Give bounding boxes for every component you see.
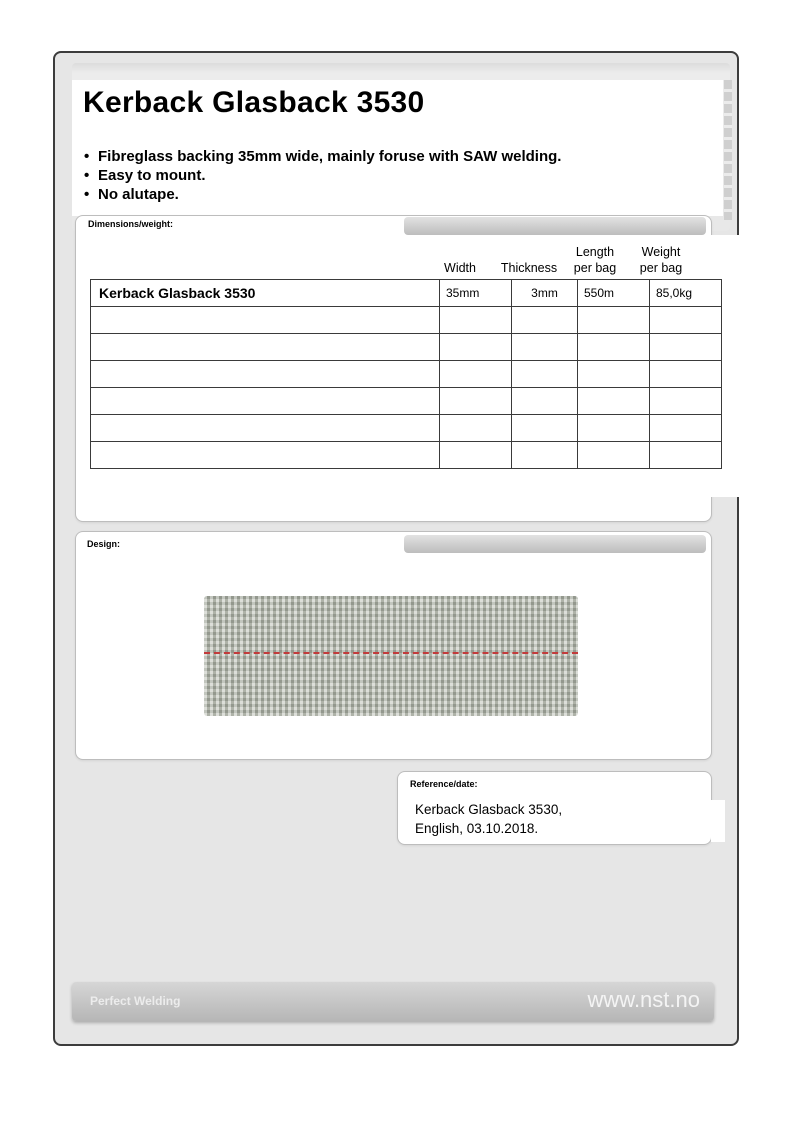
- reference-panel-extension: [711, 800, 725, 842]
- table-cell-name: [91, 442, 440, 469]
- table-cell-length: [578, 361, 650, 388]
- footer-slogan: Perfect Welding: [90, 994, 181, 1008]
- table-cell-length: [578, 415, 650, 442]
- feature-item: • Easy to mount.: [84, 167, 206, 184]
- table-cell-length: [578, 307, 650, 334]
- table-cell-thickness: 3mm: [512, 280, 578, 307]
- table-cell-length: [578, 334, 650, 361]
- table-row: [91, 307, 722, 334]
- bullet-icon: •: [84, 167, 90, 184]
- table-cell-weight: [650, 307, 722, 334]
- table-cell-name: [91, 307, 440, 334]
- table-row: [91, 334, 722, 361]
- column-header-weight: Weight per bag: [639, 245, 683, 275]
- table-cell-weight: [650, 334, 722, 361]
- table-cell-weight: [650, 361, 722, 388]
- table-cell-name: [91, 415, 440, 442]
- product-photo: [204, 596, 578, 716]
- bullet-icon: •: [84, 186, 90, 203]
- reference-label: Reference/date:: [410, 779, 478, 789]
- table-cell-length: [578, 442, 650, 469]
- dimensions-label: Dimensions/weight:: [88, 219, 174, 229]
- table-row: [91, 415, 722, 442]
- table-cell-thickness: [512, 442, 578, 469]
- design-header-bar: [404, 535, 706, 553]
- table-cell-width: [440, 442, 512, 469]
- table-row: [91, 361, 722, 388]
- table-cell-name: [91, 388, 440, 415]
- table-cell-thickness: [512, 415, 578, 442]
- table-cell-thickness: [512, 307, 578, 334]
- table-cell-thickness: [512, 361, 578, 388]
- design-label: Design:: [87, 539, 121, 549]
- table-cell-width: [440, 307, 512, 334]
- table-cell-length: [578, 388, 650, 415]
- table-cell-thickness: [512, 334, 578, 361]
- bullet-icon: •: [84, 148, 90, 165]
- table-cell-name: Kerback Glasback 3530: [91, 280, 440, 307]
- column-header-width: Width: [444, 261, 476, 275]
- table-row: [91, 388, 722, 415]
- table-cell-name: [91, 334, 440, 361]
- table-cell-weight: [650, 388, 722, 415]
- product-title: Kerback Glasback 3530: [83, 86, 425, 119]
- table-cell-weight: [650, 442, 722, 469]
- table-cell-width: [440, 334, 512, 361]
- table-cell-length: 550m: [578, 280, 650, 307]
- table-row: [91, 442, 722, 469]
- feature-list: [84, 147, 561, 204]
- column-header-length: Length per bag: [573, 245, 617, 275]
- table-cell-name: [91, 361, 440, 388]
- column-header-thickness: Thickness: [500, 261, 558, 275]
- dimensions-header-bar: [404, 217, 706, 235]
- header-edge-decoration: [724, 80, 732, 220]
- footer-bar: [72, 982, 714, 1021]
- table-row: [91, 280, 722, 307]
- feature-item: • No alutape.: [84, 186, 179, 203]
- table-cell-weight: [650, 415, 722, 442]
- table-cell-thickness: [512, 388, 578, 415]
- table-cell-width: [440, 388, 512, 415]
- reference-text: Kerback Glasback 3530, English, 03.10.2018.: [415, 802, 563, 836]
- dimensions-table: [90, 279, 722, 469]
- feature-item: • Fibreglass backing 35mm wide, mainly foruse with SAW welding.: [84, 148, 562, 165]
- table-cell-width: [440, 361, 512, 388]
- footer-website-link[interactable]: www.nst.no: [587, 987, 700, 1012]
- table-cell-weight: 85,0kg: [650, 280, 722, 307]
- table-cell-width: [440, 415, 512, 442]
- table-cell-width: 35mm: [440, 280, 512, 307]
- red-tracer-line: [204, 652, 578, 654]
